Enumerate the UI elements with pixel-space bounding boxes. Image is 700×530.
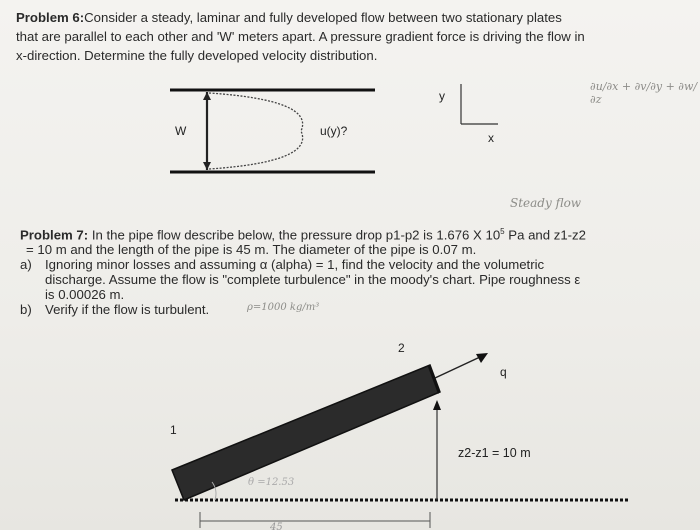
flow-q-label: q <box>500 365 507 379</box>
problem-6-line-3: x-direction. Determine the fully developed velocity distribution. <box>16 48 378 63</box>
y-axis-label: y <box>439 89 445 103</box>
problem-7-exponent: 5 <box>500 227 505 236</box>
handwritten-continuity: ∂u/∂x + ∂v/∂y + ∂w/∂z <box>590 80 698 106</box>
x-axis-label: x <box>488 131 494 145</box>
problem-7-intro-1: In the pipe flow describe below, the pressure drop p1-p2 is 1.676 X 10 <box>88 227 501 243</box>
u-label: u(y)? <box>320 124 348 138</box>
height-diff-label: z2-z1 = 10 m <box>458 446 531 460</box>
velocity-profile-curve <box>209 93 303 169</box>
problem-6-line-1: Consider a steady, laminar and fully developed flow between two stationary plates <box>84 10 562 25</box>
handwritten-density: ρ=1000 kg/m³ <box>247 302 320 313</box>
problem-7-intro-1b: Pa and z1-z2 <box>504 227 586 243</box>
problem-6-heading: Problem 6: <box>16 10 85 25</box>
point-1-label: 1 <box>170 423 177 437</box>
handwritten-angle: θ =12.53 <box>248 477 295 488</box>
item-a-line-1: Ignoring minor losses and assuming α (alpha) = 1, find the velocity and the volumetric <box>45 257 545 273</box>
item-a-line-3: is 0.00026 m. <box>45 287 125 303</box>
item-b-marker: b) <box>20 302 32 318</box>
point-2-label: 2 <box>398 341 405 355</box>
handwritten-steady-flow: Steady flow <box>510 196 582 210</box>
problem-6-line-2: that are parallel to each other and 'W' meters apart. A pressure gradient force is driving the flow in <box>16 29 585 44</box>
flow-arrow-line <box>435 357 480 378</box>
xy-axes <box>430 80 500 150</box>
problem-7 <box>20 224 680 317</box>
problem-7-intro-2: = 10 m and the length of the pipe is 45 m. The diameter of the pipe is 0.07 m. <box>26 242 477 258</box>
handwritten-length: 45 <box>270 522 283 530</box>
item-a-line-2: discharge. Assume the flow is "complete turbulence" in the moody's chart. Pipe roughness ε <box>45 272 581 288</box>
inclined-pipe-figure <box>0 330 700 530</box>
plates-figure <box>165 80 380 180</box>
w-label: W <box>175 124 187 138</box>
problem-7-heading: Problem 7: <box>20 227 89 243</box>
problem-6 <box>16 8 686 65</box>
item-a-marker: a) <box>20 257 32 273</box>
pipe-body <box>172 365 440 500</box>
item-b-text: Verify if the flow is turbulent. <box>45 302 210 318</box>
height-arrowhead <box>433 400 441 410</box>
